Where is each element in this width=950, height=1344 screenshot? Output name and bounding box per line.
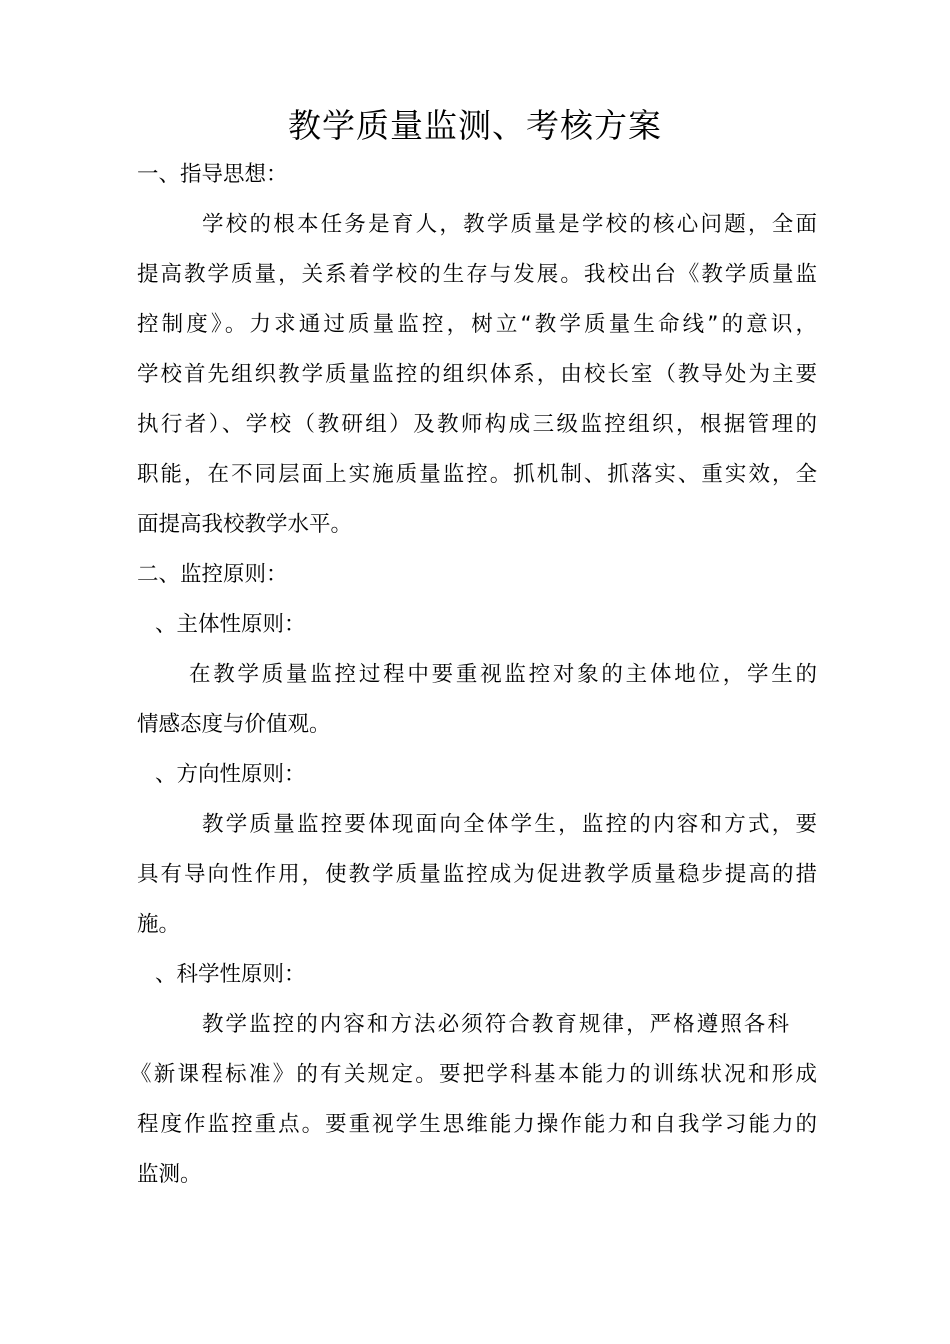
section-heading-monitoring-principles: 二、监控原则： [137,562,288,587]
section-heading-guiding-ideology: 一、指导思想： [137,162,288,187]
paragraph-line: 程度作监控重点。要重视学生思维能力操作能力和自我学习能力的 [137,1112,817,1137]
paragraph-line: 在教学质量监控过程中要重视监控对象的主体地位，学生的 [189,662,817,687]
paragraph-line: 执行者）、学校（教研组）及教师构成三级监控组织，根据管理的 [137,412,817,437]
paragraph-line: 学校的根本任务是育人，教学质量是学校的核心问题，全面 [202,212,817,237]
paragraph-line: 学校首先组织教学质量监控的组织体系，由校长室（教导处为主要 [137,362,817,387]
subheading-scientific-principle: 、科学性原则： [155,962,306,987]
paragraph-line: 具有导向性作用，使教学质量监控成为促进教学质量稳步提高的措 [137,862,817,887]
subheading-direction-principle: 、方向性原则： [155,762,306,787]
paragraph-line: 提高教学质量，关系着学校的生存与发展。我校出台《教学质量监 [137,262,817,287]
paragraph-line: 教学质量监控要体现面向全体学生，监控的内容和方式，要 [202,812,817,837]
paragraph-line: 控制度》。力求通过质量监控，树立“教学质量生命线”的意识， [137,312,817,337]
paragraph-line: 《新课程标准》的有关规定。要把学科基本能力的训练状况和形成 [130,1062,817,1087]
paragraph-line: 情感态度与价值观。 [137,712,331,737]
paragraph-line: 施。 [137,912,181,937]
document-title: 教学质量监测、考核方案 [288,106,662,145]
paragraph-line: 职能，在不同层面上实施质量监控。抓机制、抓落实、重实效，全 [137,462,817,487]
paragraph-line: 监测。 [137,1162,202,1187]
subheading-subjectivity-principle: 、主体性原则： [155,612,306,637]
paragraph-line: 教学监控的内容和方法必须符合教育规律，严格遵照各科 [202,1012,789,1037]
paragraph-line: 面提高我校教学水平。 [137,512,353,537]
